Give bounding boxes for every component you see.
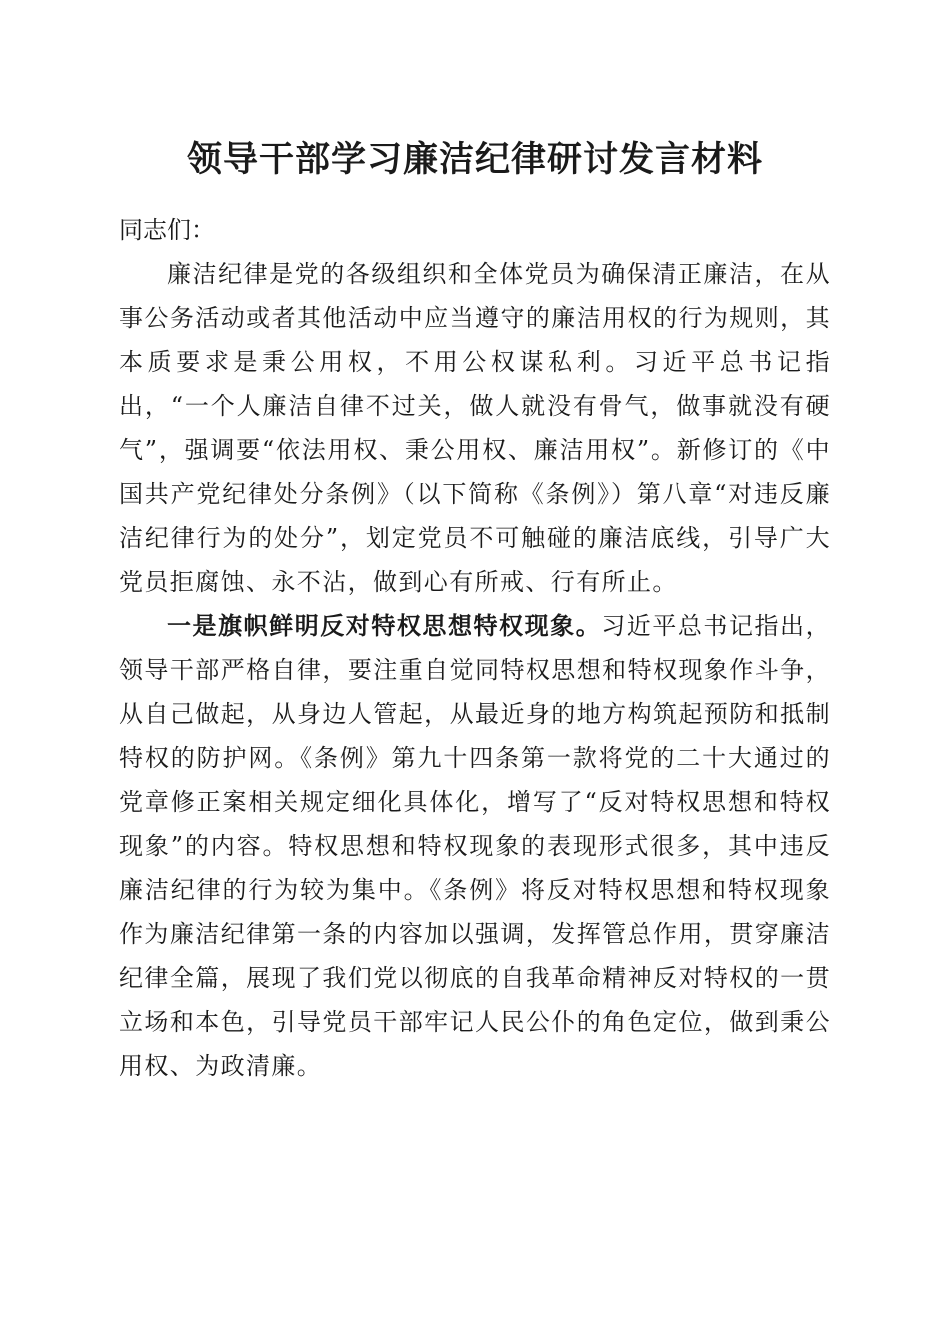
document-body (119, 208, 831, 1088)
page-title: 领导干部学习廉洁纪律研讨发言材料 (186, 139, 763, 180)
paragraph-point-one (119, 604, 831, 1088)
paragraph-point-one-body: 习近平总书记指出，领导干部严格自律，要注重自觉同特权思想和特权现象作斗争，从自己做起，从身边人管起，从最近身的地方构筑起预防和抵制特权的防护网。《条例》第九十四条第一款将党的二十大通过的党章修正案相关规定细化具体化，增写了“反对特权思想和特权现象”的内容。特权思想和特权现象的表现形式很多，其中违反廉洁纪律的行为较为集中。《条例》将反对特权思想和特权现象作为廉洁纪律第一条的内容加以强调，发挥管总作用，贯穿廉洁纪律全篇，展现了我们党以彻底的自我革命精神反对特权的一贯立场和本色，引导党员干部牢记人民公仆的角色定位，做到秉公用权、为政清廉。 (119, 612, 831, 1080)
salutation: 同志们： (119, 216, 215, 244)
paragraph-point-one-heading: 一是旗帜鲜明反对特权思想特权现象。 (167, 611, 602, 640)
paragraph-intro: 廉洁纪律是党的各级组织和全体党员为确保清正廉洁，在从事公务活动或者其他活动中应当遵守的廉洁用权的行为规则，其本质要求是秉公用权，不用公权谋私利。习近平总书记指出，“一个人廉洁自律不过关，做人就没有骨气，做事就没有硬气”，强调要“依法用权、秉公用权、廉洁用权”。新修订的《中国共产党纪律处分条例》（以下简称《条例》）第八章“对违反廉洁纪律行为的处分”，划定党员不可触碰的廉洁底线，引导广大党员拒腐蚀、永不沾，做到心有所戒、行有所止。 (119, 260, 831, 596)
